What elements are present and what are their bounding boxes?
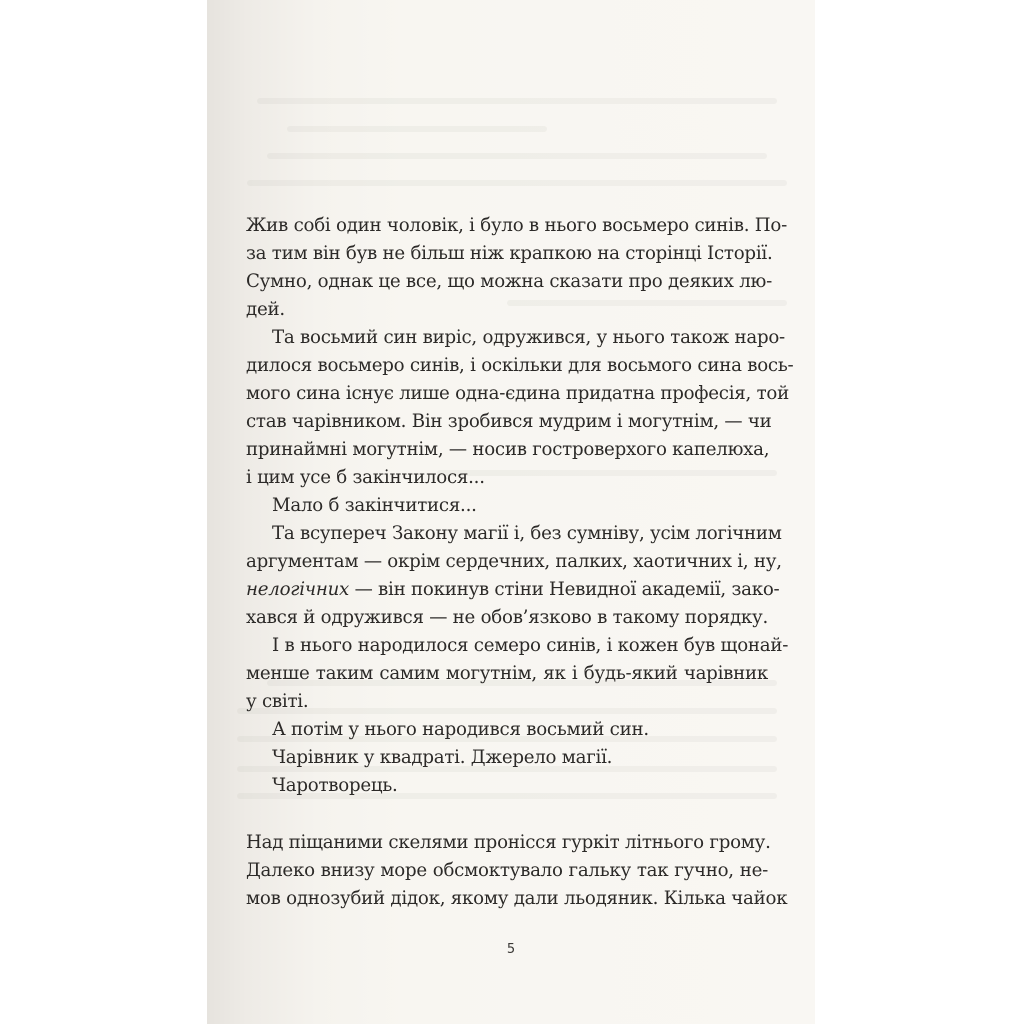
paragraph-start-line: Чаротворець. (272, 775, 398, 796)
text-line: Жив собі один чоловік, і було в нього восьмеро синів. По- (246, 215, 788, 236)
text-line-rest: — він покинув стіни Невидної академії, зако- (349, 579, 780, 600)
text-line: мов однозубий дідок, якому дали льодяник. Кілька чайок (246, 888, 788, 909)
text-line: менше таким самим могутнім, як і будь-який чарівник (246, 663, 768, 684)
text-line: мого сина існує лише одна-єдина придатна професія, той (246, 383, 789, 404)
paragraph-start-line: Та восьмий син виріс, одружився, у нього також наро- (272, 327, 785, 348)
page-number: 5 (506, 942, 516, 957)
text-line: Над піщаними скелями пронісся гуркіт літнього грому. (246, 832, 771, 853)
text-line: принаймні могутнім, — носив гостроверхого капелюха, (246, 439, 770, 460)
italic-word: нелогічних (246, 579, 350, 600)
text-line: хався й одружився — не обов’язково в такому порядку. (246, 607, 769, 628)
text-line: і цим усе б закінчилося... (246, 467, 485, 488)
section-1-text (246, 212, 794, 800)
text-line: Далеко внизу море обсмоктувало гальку так гучно, не- (246, 860, 768, 881)
paragraph-start-line: Чарівник у квадраті. Джерело магії. (272, 747, 613, 768)
text-line: аргументам — окрім сердечних, палких, хаотичних і, ну, (246, 551, 782, 572)
paragraph-start-line: Та всупереч Закону магії і, без сумніву, усім логічним (272, 523, 782, 544)
paragraph-start-line: А потім у нього народився восьмий син. (272, 719, 649, 740)
paragraph-start-line: І в нього народилося семеро синів, і кожен був щонай- (272, 635, 789, 656)
text-line: дей. (246, 299, 285, 320)
paragraph-start-line: Мало б закінчитися... (272, 495, 477, 516)
text-line: Сумно, однак це все, що можна сказати про деяких лю- (246, 271, 772, 292)
book-page (207, 0, 815, 1024)
section-2-text (246, 829, 788, 913)
text-line: став чарівником. Він зробився мудрим і могутнім, — чи (246, 411, 772, 432)
text-line: за тим він був не більш ніж крапкою на сторінці Історії. (246, 243, 773, 264)
text-line: дилося восьмеро синів, і оскільки для восьмого сина вось- (246, 355, 794, 376)
text-line: у світі. (246, 691, 309, 712)
text-line-with-italic (246, 576, 780, 604)
